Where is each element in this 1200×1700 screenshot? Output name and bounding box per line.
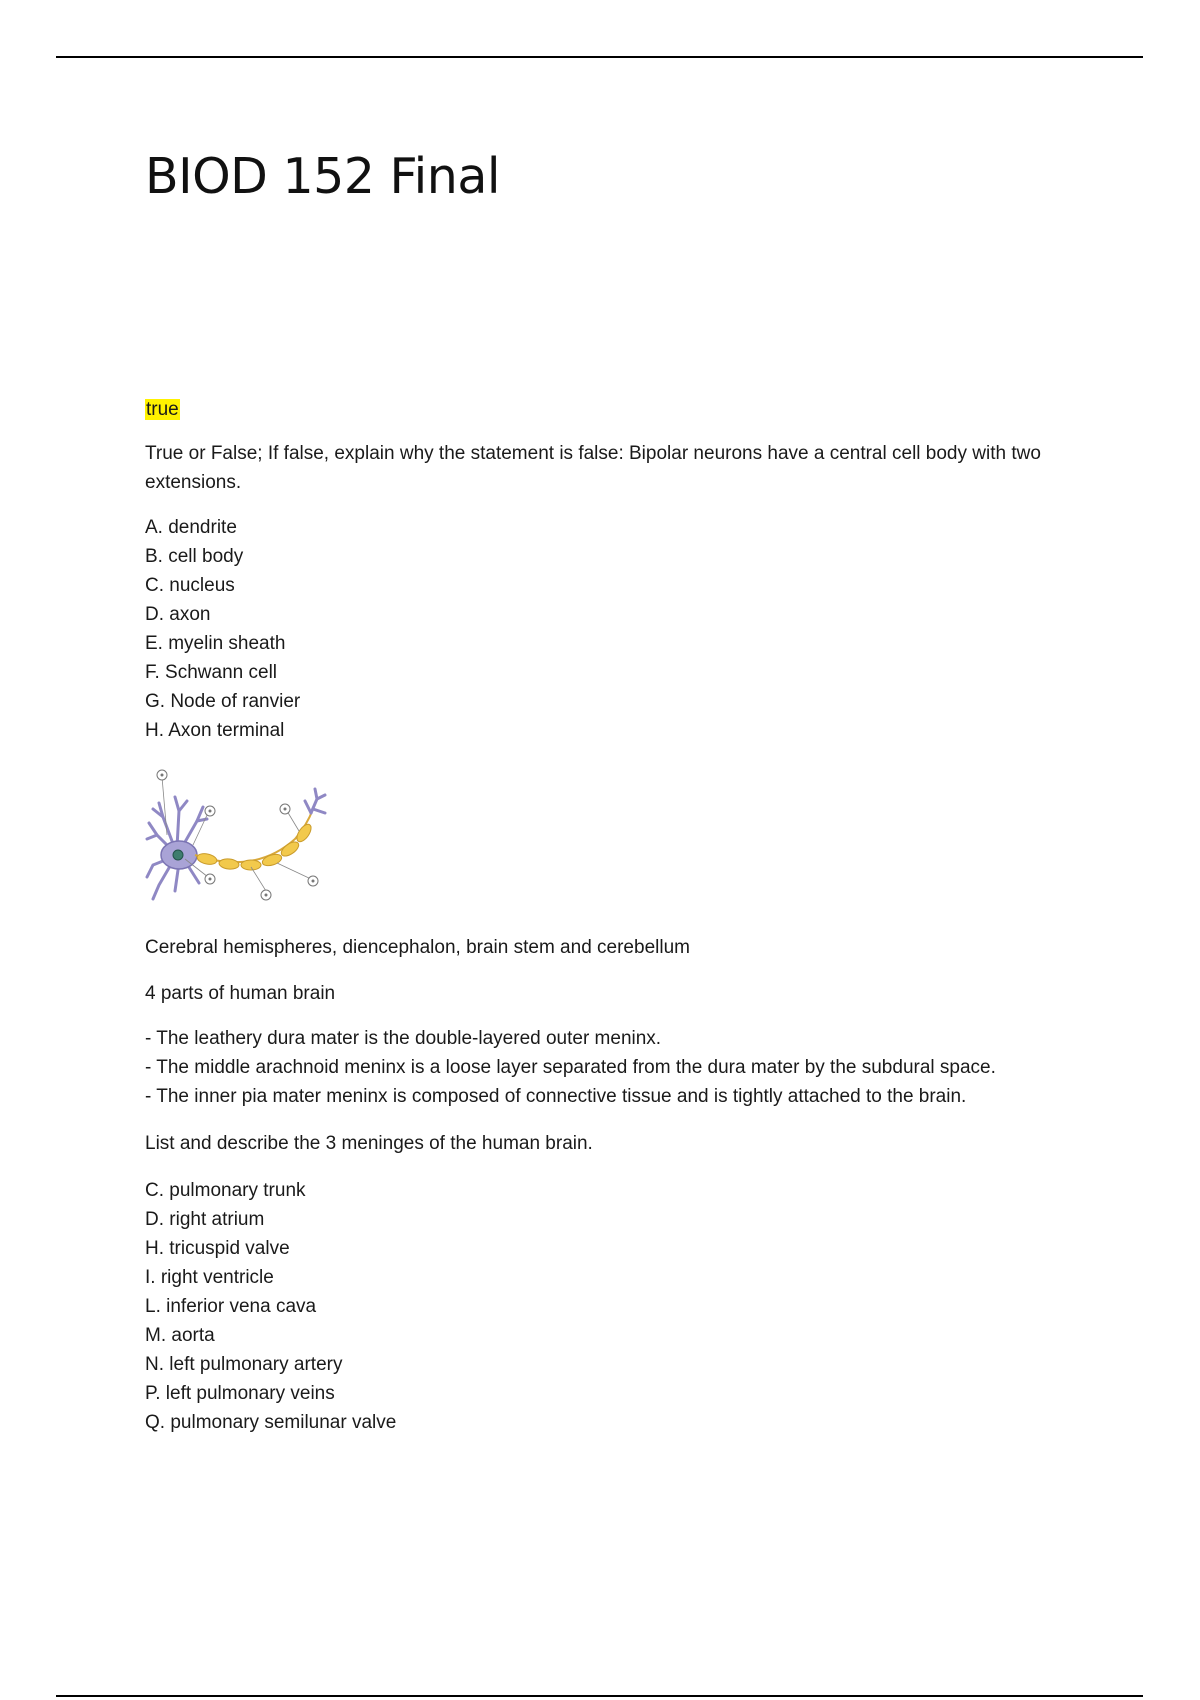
list-item: D. axon bbox=[145, 604, 211, 625]
list-item: N. left pulmonary artery bbox=[145, 1354, 343, 1375]
meninges-answer-list bbox=[145, 1024, 1095, 1111]
highlighted-answer: true bbox=[146, 399, 179, 420]
list-item: I. right ventricle bbox=[145, 1267, 274, 1288]
bipolar-question: True or False; If false, explain why the statement is false: Bipolar neurons have a central cell body with two extensions. bbox=[145, 443, 1041, 493]
meninges-question: List and describe the 3 meninges of the human brain. bbox=[145, 1133, 593, 1154]
heart-label-list bbox=[145, 1176, 1095, 1437]
neuron-diagram bbox=[145, 765, 330, 910]
list-item: M. aorta bbox=[145, 1325, 215, 1346]
list-item: L. inferior vena cava bbox=[145, 1296, 317, 1317]
list-item: - The middle arachnoid meninx is a loose layer separated from the dura mater by the subdural space. bbox=[145, 1057, 996, 1078]
list-item: D. right atrium bbox=[145, 1209, 265, 1230]
list-item: A. dendrite bbox=[145, 517, 237, 538]
page-top-rule bbox=[56, 56, 1143, 58]
list-item: - The leathery dura mater is the double-layered outer meninx. bbox=[145, 1028, 662, 1049]
brain-parts-answer: Cerebral hemispheres, diencephalon, brain stem and cerebellum bbox=[145, 937, 690, 958]
list-item: - The inner pia mater meninx is composed of connective tissue and is tightly attached to the brain. bbox=[145, 1086, 967, 1107]
answer-true bbox=[145, 395, 1095, 424]
list-item: B. cell body bbox=[145, 546, 244, 567]
list-item: H. Axon terminal bbox=[145, 720, 285, 741]
list-item: G. Node of ranvier bbox=[145, 691, 301, 712]
list-item: Q. pulmonary semilunar valve bbox=[145, 1412, 397, 1433]
list-item: P. left pulmonary veins bbox=[145, 1383, 335, 1404]
list-item: C. pulmonary trunk bbox=[145, 1180, 306, 1201]
list-item: F. Schwann cell bbox=[145, 662, 278, 683]
list-item: E. myelin sheath bbox=[145, 633, 286, 654]
document-title: BIOD 152 Final bbox=[145, 148, 500, 205]
list-item: H. tricuspid valve bbox=[145, 1238, 290, 1259]
list-item: C. nucleus bbox=[145, 575, 235, 596]
neuron-illustration bbox=[145, 765, 330, 910]
neuron-label-list bbox=[145, 513, 1095, 745]
brain-parts-question: 4 parts of human brain bbox=[145, 983, 336, 1004]
page-bottom-rule bbox=[56, 1695, 1143, 1697]
